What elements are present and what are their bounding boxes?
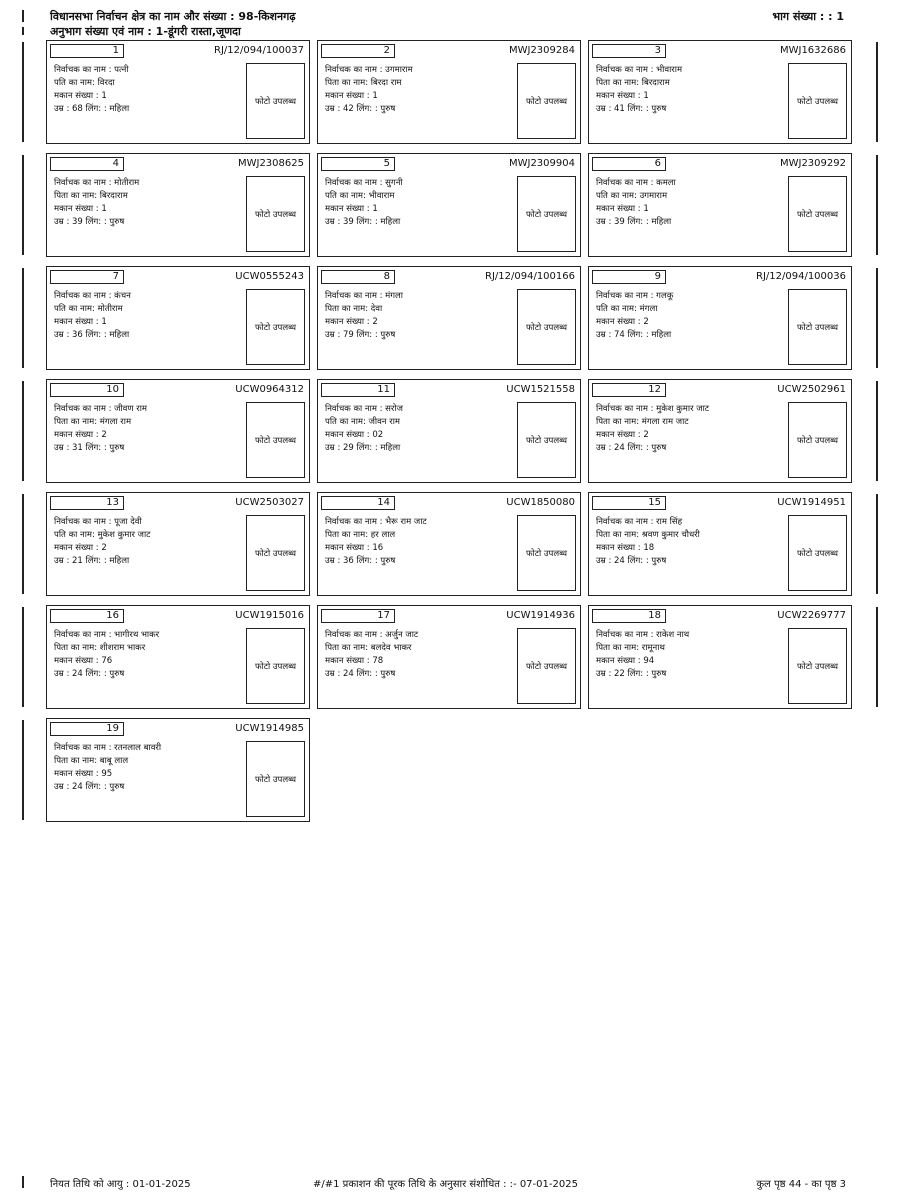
voter-card — [317, 492, 581, 596]
voter-card — [317, 379, 581, 483]
voter-details — [596, 290, 784, 342]
relative-name: पति का नाम: मुकेश कुमार जाट — [54, 530, 151, 540]
voter-card — [588, 266, 852, 370]
photo-placeholder: फोटो उपलब्ध — [788, 289, 847, 365]
voter-card — [317, 266, 581, 370]
house-number: मकान संख्या : 2 — [54, 543, 107, 553]
voter-details — [54, 516, 242, 568]
page-footer — [0, 1172, 900, 1192]
voter-card — [46, 605, 310, 709]
relative-name: पिता का नाम: देवा — [325, 304, 383, 314]
section-label: अनुभाग संख्या एवं नाम : 1-डूंगरी रास्ता,जूणदा — [50, 25, 241, 38]
voter-details — [596, 516, 784, 568]
age-gender: उम्र : 42 लिंग: : पुरुष — [325, 104, 396, 114]
voter-details — [596, 629, 784, 681]
age-gender: उम्र : 31 लिंग: : पुरुष — [54, 443, 125, 453]
age-gender: उम्र : 74 लिंग: : महिला — [596, 330, 672, 340]
epic-number: UCW1521558 — [506, 384, 575, 395]
constituency-label: विधानसभा निर्वाचन क्षेत्र का नाम और संख्या : 98-किशनगढ़ — [50, 10, 296, 23]
relative-name: पिता का नाम: मंगला राम जाट — [596, 417, 689, 427]
epic-number: RJ/12/094/100036 — [756, 271, 846, 282]
epic-number: UCW1850080 — [506, 497, 575, 508]
row-bracket-right — [876, 494, 878, 594]
row-bracket-right — [876, 42, 878, 142]
voter-details — [596, 403, 784, 455]
row-bracket-right — [876, 381, 878, 481]
epic-number: MWJ2308625 — [237, 158, 304, 169]
row-bracket-right — [876, 607, 878, 707]
epic-number: UCW0964312 — [235, 384, 304, 395]
voter-card — [317, 40, 581, 144]
serial-number: 9 — [592, 270, 666, 284]
age-gender: उम्र : 22 लिंग: : पुरुष — [596, 669, 667, 679]
epic-number: MWJ2309904 — [508, 158, 575, 169]
house-number: मकान संख्या : 2 — [596, 317, 649, 327]
photo-placeholder: फोटो उपलब्ध — [246, 515, 305, 591]
serial-number: 11 — [321, 383, 395, 397]
voter-card — [46, 379, 310, 483]
serial-number: 15 — [592, 496, 666, 510]
house-number: मकान संख्या : 1 — [325, 204, 378, 214]
photo-placeholder: फोटो उपलब्ध — [517, 176, 576, 252]
photo-placeholder: फोटो उपलब्ध — [788, 628, 847, 704]
serial-number: 2 — [321, 44, 395, 58]
age-gender: उम्र : 36 लिंग: : पुरुष — [325, 556, 396, 566]
relative-name: पिता का नाम: हर लाल — [325, 530, 396, 540]
relative-name: पिता का नाम: शीशराम भाकर — [54, 643, 146, 653]
relative-name: पति का नाम: विरदा — [54, 78, 115, 88]
voter-card — [588, 153, 852, 257]
relative-name: पिता का नाम: बाबू लाल — [54, 756, 129, 766]
relative-name: पिता का नाम: मंगला राम — [54, 417, 132, 427]
relative-name: पिता का नाम: रामूनाथ — [596, 643, 665, 653]
voter-details — [54, 742, 242, 794]
voter-name: निर्वाचक का नाम : सुगनी — [325, 178, 403, 188]
photo-placeholder: फोटो उपलब्ध — [517, 63, 576, 139]
voter-card — [46, 40, 310, 144]
margin-mark — [22, 10, 24, 22]
serial-number: 7 — [50, 270, 124, 284]
serial-number: 4 — [50, 157, 124, 171]
house-number: मकान संख्या : 2 — [596, 430, 649, 440]
row-bracket-left — [22, 381, 24, 481]
photo-placeholder: फोटो उपलब्ध — [246, 741, 305, 817]
voter-name: निर्वाचक का नाम : राम सिंह — [596, 517, 683, 527]
voter-name: निर्वाचक का नाम : पत्नी — [54, 65, 129, 75]
house-number: मकान संख्या : 1 — [596, 204, 649, 214]
page-header — [0, 0, 900, 42]
voter-card — [46, 153, 310, 257]
age-gender: उम्र : 24 लिंग: : पुरुष — [325, 669, 396, 679]
voter-name: निर्वाचक का नाम : जीवण राम — [54, 404, 148, 414]
voter-name: निर्वाचक का नाम : भीवाराम — [596, 65, 683, 75]
house-number: मकान संख्या : 76 — [54, 656, 113, 666]
voter-name: निर्वाचक का नाम : कमला — [596, 178, 676, 188]
epic-number: UCW0555243 — [235, 271, 304, 282]
age-gender: उम्र : 24 लिंग: : पुरुष — [54, 669, 125, 679]
house-number: मकान संख्या : 95 — [54, 769, 113, 779]
epic-number: UCW1915016 — [235, 610, 304, 621]
age-gender: उम्र : 36 लिंग: : महिला — [54, 330, 130, 340]
house-number: मकान संख्या : 2 — [325, 317, 378, 327]
house-number: मकान संख्या : 18 — [596, 543, 655, 553]
epic-number: RJ/12/094/100037 — [214, 45, 304, 56]
relative-name: पिता का नाम: बिरदाराम — [54, 191, 128, 201]
age-gender: उम्र : 41 लिंग: : पुरुष — [596, 104, 667, 114]
house-number: मकान संख्या : 1 — [325, 91, 378, 101]
voter-name: निर्वाचक का नाम : भागीरथ भाकर — [54, 630, 160, 640]
relative-name: पिता का नाम: बलदेव भाकर — [325, 643, 412, 653]
age-gender: उम्र : 39 लिंग: : महिला — [596, 217, 672, 227]
voter-card — [46, 718, 310, 822]
row-bracket-left — [22, 268, 24, 368]
serial-number: 10 — [50, 383, 124, 397]
row-bracket-left — [22, 720, 24, 820]
voter-details — [325, 177, 513, 229]
voter-name: निर्वाचक का नाम : मोतीराम — [54, 178, 140, 188]
voter-name: निर्वाचक का नाम : सरोज — [325, 404, 403, 414]
voter-name: निर्वाचक का नाम : उगमाराम — [325, 65, 413, 75]
voter-details — [54, 629, 242, 681]
age-gender: उम्र : 29 लिंग: : महिला — [325, 443, 401, 453]
serial-number: 18 — [592, 609, 666, 623]
photo-placeholder: फोटो उपलब्ध — [246, 628, 305, 704]
voter-details — [596, 64, 784, 116]
voter-details — [325, 64, 513, 116]
voter-name: निर्वाचक का नाम : मंगला — [325, 291, 404, 301]
house-number: मकान संख्या : 02 — [325, 430, 384, 440]
photo-placeholder: फोटो उपलब्ध — [517, 515, 576, 591]
voter-details — [325, 290, 513, 342]
voter-details — [325, 629, 513, 681]
serial-number: 12 — [592, 383, 666, 397]
age-gender: उम्र : 24 लिंग: : पुरुष — [596, 443, 667, 453]
epic-number: MWJ2309292 — [779, 158, 846, 169]
row-bracket-left — [22, 494, 24, 594]
serial-number: 19 — [50, 722, 124, 736]
page-info: कुल पृष्ठ 44 - का पृष्ठ 3 — [756, 1179, 846, 1190]
house-number: मकान संख्या : 1 — [54, 91, 107, 101]
serial-number: 16 — [50, 609, 124, 623]
photo-placeholder: फोटो उपलब्ध — [517, 628, 576, 704]
relative-name: पति का नाम: मोतीराम — [54, 304, 123, 314]
house-number: मकान संख्या : 1 — [54, 317, 107, 327]
voter-details — [325, 403, 513, 455]
serial-number: 8 — [321, 270, 395, 284]
voter-details — [54, 290, 242, 342]
voter-name: निर्वाचक का नाम : रतनलाल बावरी — [54, 743, 162, 753]
serial-number: 5 — [321, 157, 395, 171]
epic-number: MWJ1632686 — [779, 45, 846, 56]
serial-number: 17 — [321, 609, 395, 623]
voter-details — [54, 403, 242, 455]
qualifying-date: नियत तिथि को आयु : 01-01-2025 — [50, 1179, 191, 1190]
row-bracket-left — [22, 155, 24, 255]
voter-card — [588, 40, 852, 144]
voter-card — [317, 153, 581, 257]
house-number: मकान संख्या : 2 — [54, 430, 107, 440]
serial-number: 1 — [50, 44, 124, 58]
epic-number: UCW2269777 — [777, 610, 846, 621]
voter-name: निर्वाचक का नाम : गलकू — [596, 291, 674, 301]
voter-details — [54, 64, 242, 116]
epic-number: UCW2503027 — [235, 497, 304, 508]
age-gender: उम्र : 24 लिंग: : पुरुष — [596, 556, 667, 566]
photo-placeholder: फोटो उपलब्ध — [788, 63, 847, 139]
photo-placeholder: फोटो उपलब्ध — [788, 402, 847, 478]
voter-card — [588, 379, 852, 483]
relative-name: पति का नाम: जीवन राम — [325, 417, 400, 427]
voter-name: निर्वाचक का नाम : पूजा देवी — [54, 517, 142, 527]
age-gender: उम्र : 39 लिंग: : पुरुष — [54, 217, 125, 227]
house-number: मकान संख्या : 16 — [325, 543, 384, 553]
epic-number: UCW1914951 — [777, 497, 846, 508]
epic-number: UCW1914985 — [235, 723, 304, 734]
voter-card — [588, 605, 852, 709]
epic-number: MWJ2309284 — [508, 45, 575, 56]
row-bracket-right — [876, 155, 878, 255]
voter-name: निर्वाचक का नाम : राकेश नाथ — [596, 630, 690, 640]
part-number-label: भाग संख्या : : 1 — [772, 10, 844, 23]
voter-name: निर्वाचक का नाम : मुकेश कुमार जाट — [596, 404, 710, 414]
photo-placeholder: फोटो उपलब्ध — [246, 402, 305, 478]
epic-number: UCW2502961 — [777, 384, 846, 395]
voter-name: निर्वाचक का नाम : कंचन — [54, 291, 131, 301]
age-gender: उम्र : 79 लिंग: : पुरुष — [325, 330, 396, 340]
age-gender: उम्र : 68 लिंग: : महिला — [54, 104, 130, 114]
voter-name: निर्वाचक का नाम : भैरू राम जाट — [325, 517, 427, 527]
serial-number: 13 — [50, 496, 124, 510]
voter-details — [54, 177, 242, 229]
relative-name: पति का नाम: उगमाराम — [596, 191, 668, 201]
voter-name: निर्वाचक का नाम : अर्जुन जाट — [325, 630, 419, 640]
epic-number: UCW1914936 — [506, 610, 575, 621]
photo-placeholder: फोटो उपलब्ध — [246, 176, 305, 252]
revision-note: #/#1 प्रकाशन की पूरक तिथि के अनुसार संशोधित : :- 07-01-2025 — [313, 1179, 578, 1190]
serial-number: 14 — [321, 496, 395, 510]
house-number: मकान संख्या : 94 — [596, 656, 655, 666]
photo-placeholder: फोटो उपलब्ध — [246, 289, 305, 365]
relative-name: पिता का नाम: बिरदा राम — [325, 78, 402, 88]
serial-number: 6 — [592, 157, 666, 171]
photo-placeholder: फोटो उपलब्ध — [517, 289, 576, 365]
photo-placeholder: फोटो उपलब्ध — [517, 402, 576, 478]
house-number: मकान संख्या : 78 — [325, 656, 384, 666]
epic-number: RJ/12/094/100166 — [485, 271, 575, 282]
photo-placeholder: फोटो उपलब्ध — [788, 176, 847, 252]
serial-number: 3 — [592, 44, 666, 58]
voter-details — [325, 516, 513, 568]
voter-card — [46, 266, 310, 370]
age-gender: उम्र : 39 लिंग: : महिला — [325, 217, 401, 227]
margin-mark — [22, 1176, 24, 1188]
margin-mark — [22, 27, 24, 35]
row-bracket-left — [22, 42, 24, 142]
photo-placeholder: फोटो उपलब्ध — [788, 515, 847, 591]
house-number: मकान संख्या : 1 — [596, 91, 649, 101]
age-gender: उम्र : 24 लिंग: : पुरुष — [54, 782, 125, 792]
voter-card — [317, 605, 581, 709]
voter-card — [46, 492, 310, 596]
voter-card — [588, 492, 852, 596]
relative-name: पति का नाम: मंगला — [596, 304, 658, 314]
relative-name: पति का नाम: भीवाराम — [325, 191, 395, 201]
relative-name: पिता का नाम: श्रवण कुमार चौधरी — [596, 530, 700, 540]
row-bracket-right — [876, 268, 878, 368]
voter-details — [596, 177, 784, 229]
relative-name: पिता का नाम: बिरदाराम — [596, 78, 670, 88]
photo-placeholder: फोटो उपलब्ध — [246, 63, 305, 139]
house-number: मकान संख्या : 1 — [54, 204, 107, 214]
row-bracket-left — [22, 607, 24, 707]
age-gender: उम्र : 21 लिंग: : महिला — [54, 556, 130, 566]
